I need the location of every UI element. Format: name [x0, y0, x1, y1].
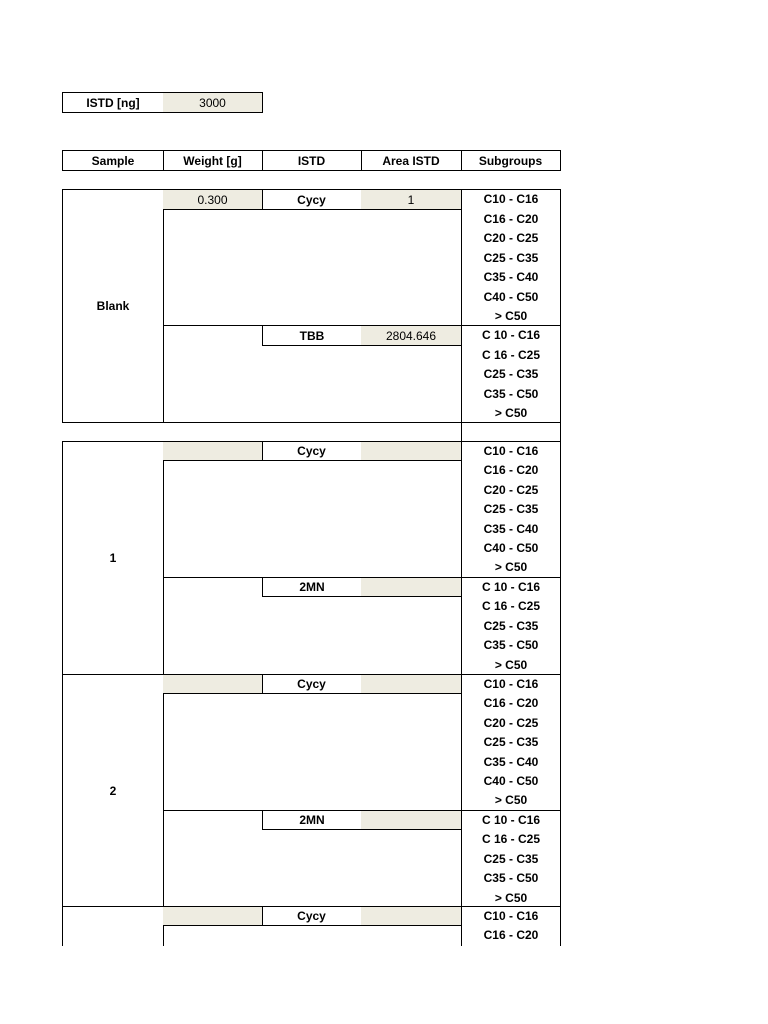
subgroup-item: C40 - C50: [483, 289, 539, 304]
subgroup-item: > C50: [494, 657, 528, 672]
subgroup-item: C10 - C16: [483, 909, 539, 923]
istd-cell: Cycy: [262, 442, 362, 461]
subgroup-item: C10 - C16: [483, 677, 539, 691]
weight-input[interactable]: [163, 442, 263, 461]
subgroup-item: C35 - C40: [483, 754, 539, 769]
subgroups-block-2: [461, 810, 561, 907]
subgroup-item: C25 - C35: [483, 618, 539, 633]
subgroup-item: > C50: [494, 560, 528, 575]
subgroup-item: C25 - C35: [483, 250, 539, 265]
sample-name: Blank: [96, 299, 130, 313]
weight-input[interactable]: [163, 907, 263, 926]
subgroup-item: C16 - C20: [483, 211, 539, 226]
subgroup-item: > C50: [494, 406, 528, 420]
subgroup-item: C25 - C35: [483, 367, 539, 381]
sample-name-cell: [62, 189, 164, 423]
area-istd-input-2[interactable]: [361, 578, 462, 597]
subgroup-item: C25 - C35: [483, 502, 539, 517]
area-istd-input[interactable]: [361, 675, 462, 694]
area-istd-input-2[interactable]: 2804.646: [361, 325, 462, 346]
weight-input[interactable]: [163, 675, 263, 694]
subgroup-item: C 10 - C16: [481, 580, 541, 594]
sample-name: 1: [109, 551, 117, 565]
istd-cell: Cycy: [262, 907, 362, 926]
area-istd-input-2[interactable]: [361, 811, 462, 830]
istd-cell-2: TBB: [262, 325, 362, 346]
area-istd-input[interactable]: [361, 442, 462, 461]
subgroup-item: C 10 - C16: [481, 813, 541, 827]
subgroups-block: [461, 675, 561, 811]
subgroup-item: C20 - C25: [483, 482, 539, 497]
subgroup-item: C35 - C50: [483, 386, 539, 401]
col-istd-header: ISTD: [262, 150, 362, 171]
sample-name-cell: [62, 674, 164, 907]
subgroups-block: [461, 189, 561, 326]
subgroup-item: C 16 - C25: [481, 347, 541, 362]
area-istd-input[interactable]: [361, 907, 462, 926]
subgroup-item: C35 - C40: [483, 521, 539, 536]
subgroup-item: C35 - C40: [483, 270, 539, 284]
area-istd-input[interactable]: 1: [361, 189, 462, 210]
subgroups-block: [461, 907, 561, 946]
istd-ng-value[interactable]: 3000: [163, 92, 263, 113]
subgroup-item: C 16 - C25: [481, 832, 541, 847]
subgroup-item: C 16 - C25: [481, 599, 541, 614]
subgroups-block: [461, 442, 561, 578]
subgroup-item: C16 - C20: [483, 696, 539, 711]
istd-cell-2: 2MN: [262, 811, 362, 830]
subgroup-item: C16 - C20: [483, 463, 539, 478]
subgroup-item: C25 - C35: [483, 735, 539, 750]
subgroup-item: C40 - C50: [483, 540, 539, 555]
sample-name-cell: [62, 441, 164, 675]
sample-name: 2: [109, 783, 117, 798]
subgroup-item: C16 - C20: [483, 928, 539, 943]
istd-cell-2: 2MN: [262, 578, 362, 597]
weight-input[interactable]: 0.300: [163, 189, 263, 210]
subgroups-block-2: [461, 577, 561, 675]
col-sample-header: Sample: [62, 150, 164, 171]
subgroup-item: C20 - C25: [483, 231, 539, 245]
col-subgroups-header: Subgroups: [461, 150, 561, 171]
subgroup-item: C10 - C16: [483, 192, 539, 206]
subgroup-item: > C50: [494, 793, 528, 808]
subgroup-item: C35 - C50: [483, 638, 539, 653]
subgroup-item: > C50: [494, 309, 528, 323]
subgroup-item: C 10 - C16: [481, 328, 541, 342]
subgroup-item: C40 - C50: [483, 773, 539, 788]
istd-ng-label: ISTD [ng]: [62, 92, 164, 113]
istd-cell: Cycy: [262, 189, 362, 210]
subgroup-item: C35 - C50: [483, 871, 539, 886]
istd-cell: Cycy: [262, 675, 362, 694]
col-area-istd-header: Area ISTD: [361, 150, 462, 171]
col-weight-header: Weight [g]: [163, 150, 263, 171]
subgroup-item: > C50: [494, 890, 528, 905]
subgroup-item: C10 - C16: [483, 444, 539, 458]
subgroup-item: C25 - C35: [483, 851, 539, 866]
subgroup-item: C20 - C25: [483, 715, 539, 730]
subgroups-block-2: [461, 325, 561, 423]
